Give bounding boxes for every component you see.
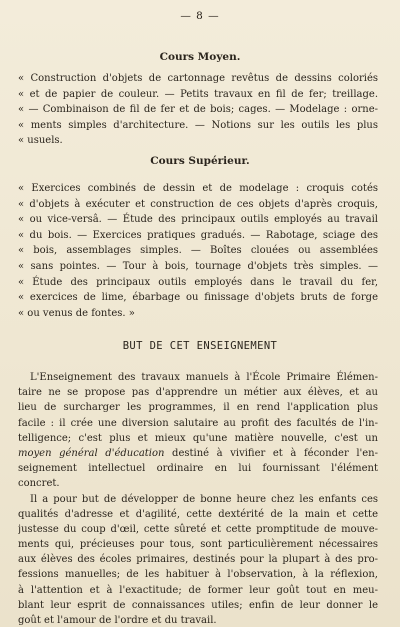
- text-line: « bois, assemblages simples. — Boîtes clouées ou assemblées: [18, 245, 378, 257]
- italic-phrase: moyen général d'éducation: [18, 447, 165, 459]
- cours-moyen-text: [18, 71, 378, 149]
- text-line: aux élèves des écoles primaires, destinés pour la plupart à des pro-: [18, 554, 378, 566]
- text-line: qualités d'adresse et d'agilité, cette dextérité de la main et cette: [18, 508, 378, 520]
- page-number: — 8 —: [180, 10, 220, 22]
- text-line: facile : il crée une diversion salutaire au profit des facultés de l'in-: [18, 417, 378, 429]
- text-line: « Étude des principaux outils employés dans le travail du fer,: [18, 276, 378, 288]
- text-line-mixed: [18, 446, 378, 461]
- text-line: « Exercices combinés de dessin et de modelage : croquis cotés: [18, 183, 378, 194]
- text-line: blant leur esprit de connaissances utiles; enfin de leur donner le: [18, 599, 378, 611]
- text-line: ments qui, précieuses pour tous, sont particulièrement nécessaires: [18, 539, 378, 551]
- text-line: « exercices de lime, ébarbage ou finissage d'objets bruts de forge: [18, 292, 378, 304]
- text-line: « et de papier de couleur. — Petits travaux en fil de fer; treillage.: [18, 88, 378, 100]
- but-text: [18, 370, 378, 627]
- cours-superieur-text: [18, 181, 378, 321]
- text-line: telligence; c'est plus et mieux qu'une matière nouvelle, c'est un: [18, 432, 378, 444]
- text-line: seignement intellectuel ordinaire en lui fournissant l'élément: [18, 463, 378, 475]
- text-line: « du bois. — Exercices pratiques gradués. — Rabotage, sciage des: [18, 229, 378, 241]
- text-line: taire ne se propose pas d'apprendre un métier aux élèves, et au: [18, 387, 378, 399]
- text-line: L'Enseignement des travaux manuels à l'École Primaire Élémen-: [30, 372, 378, 383]
- text-line: « ments simples d'architecture. — Notions sur les outils les plus: [18, 119, 378, 131]
- text-line: « sans pointes. — Tour à bois, tournage d'objets très simples. —: [18, 260, 378, 272]
- text-line: goût et l'amour de l'ordre et du travail.: [18, 615, 217, 626]
- text-line: « Construction d'objets de cartonnage revêtus de dessins coloriés: [18, 73, 378, 84]
- text-line: concret.: [18, 478, 60, 490]
- heading-cours-moyen: Cours Moyen.: [159, 51, 241, 63]
- text-line: lieu de surcharger les programmes, il en rend l'application plus: [18, 402, 378, 414]
- text-line: à l'attention et à l'exactitude; de former leur goût tout en meu-: [18, 584, 378, 596]
- text-line: « d'objets à exécuter et construction de ces objets d'après croquis,: [18, 198, 378, 210]
- text-line: justesse du coup d'œil, cette sûreté et cette promptitude de mouve-: [18, 523, 378, 535]
- text-fragment: destiné à vivifier et à féconder l'en-: [164, 447, 378, 459]
- text-line: « ou vice-versâ. — Étude des principaux outils employés au travail: [18, 214, 378, 226]
- text-line: fessions manuelles; de les habituer à l'observation, à la réflexion,: [18, 569, 378, 581]
- text-line: « — Combinaison de fil de fer et de bois; cages. — Modelage : orne-: [18, 104, 378, 116]
- text-line: « usuels.: [18, 135, 63, 147]
- section-title: BUT DE CET ENSEIGNEMENT: [122, 340, 278, 352]
- text-line: « ou venus de fontes. »: [18, 307, 135, 319]
- heading-cours-superieur: Cours Supérieur.: [150, 155, 250, 167]
- text-line: Il a pour but de développer de bonne heure chez les enfants ces: [30, 493, 378, 505]
